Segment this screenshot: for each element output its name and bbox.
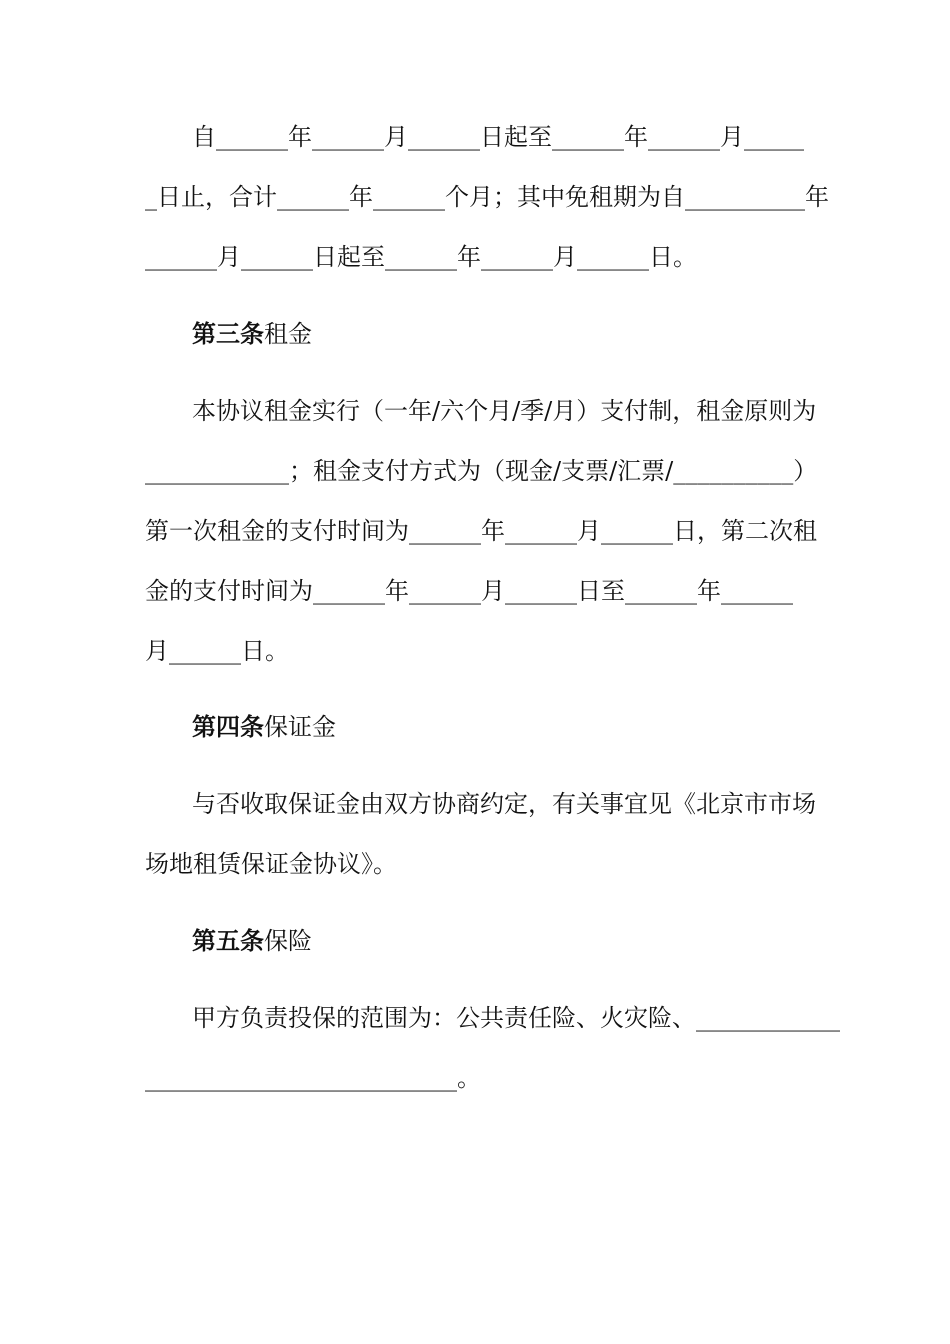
paragraph-line: 甲方负责投保的范围为：公共责任险、火灾险、____________ (192, 1004, 840, 1032)
paragraph-line: 本协议租金实行（一年/六个月/季/月）支付制，租金原则为 (192, 397, 817, 425)
article-number: 第三条 (192, 319, 264, 348)
paragraph-line: __________________________。 (145, 1064, 481, 1092)
section-heading (192, 712, 336, 742)
article-title: 保证金 (264, 713, 336, 741)
article-number: 第四条 (192, 712, 264, 741)
article-title: 租金 (264, 320, 312, 348)
paragraph-line: 第一次租金的支付时间为______年______月______日，第二次租 (145, 517, 817, 545)
paragraph-line: ____________；租金支付方式为（现金/支票/汇票/__________） (145, 457, 818, 485)
paragraph-line: 场地租赁保证金协议》。 (145, 850, 397, 878)
paragraph-line: 金的支付时间为______年______月______日至______年______ (145, 577, 793, 605)
paragraph-line: 月______日。 (145, 637, 289, 665)
section-heading (192, 319, 312, 349)
paragraph-line: ______月______日起至______年______月______日。 (145, 243, 697, 271)
article-number: 第五条 (192, 926, 264, 955)
section-heading (192, 926, 312, 956)
article-title: 保险 (264, 927, 312, 955)
paragraph-line: 与否收取保证金由双方协商约定，有关事宜见《北京市市场 (192, 790, 816, 818)
paragraph-line: 自______年______月______日起至______年______月_____ (192, 123, 804, 151)
paragraph-line: _日止，合计______年______个月；其中免租期为自__________年 (145, 183, 829, 211)
